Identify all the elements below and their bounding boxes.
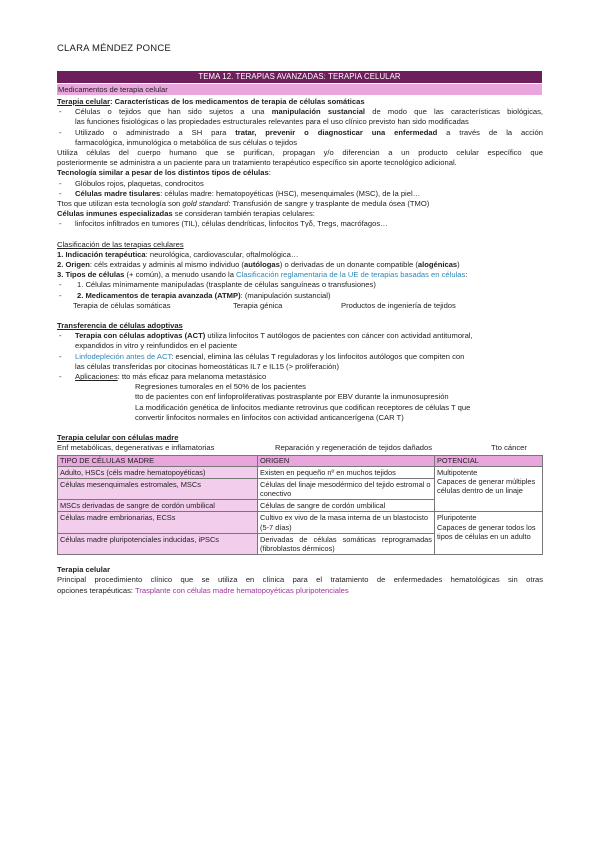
final-paragraph-2: opciones terapéuticas: Trasplante con células madre hematopoyéticas pluripotenciales	[57, 585, 349, 595]
bullet-administered: - Utilizado o administrado a SH para tratar, prevenir o diagnosticar una enfermedad a través de la acción farmacológica, inmunológica o metabólica de sus células o tejidos	[57, 128, 543, 148]
table-cell: Existen en pequeño nº en muchos tejidos	[258, 466, 435, 478]
class-item-2: 2. Origen: céls extraidas y adminis al mismo individuo (autólogas) o derivadas de un donante compatible (alogénicas)	[57, 260, 460, 270]
table-header: TIPO DE CÉLULAS MADRE	[58, 455, 258, 466]
page-title: TEMA 12. TERAPIAS AVANZADAS: TERAPIA CELULAR	[57, 71, 542, 83]
class-item-3: 3. Tipos de células (+ común), a menudo usando la Clasificación reglamentaria de la UE de terapias basadas en células:	[57, 270, 468, 280]
atmp-gene: Terapia génica	[233, 300, 283, 310]
cell-therapy-heading: Terapia celular: Características de los medicamentos de terapia de células somáticas	[57, 97, 365, 106]
final-paragraph: Principal procedimiento clínico que se utiliza en clínica para el tratamiento de enfermedades hematológicas sin otras	[57, 575, 543, 585]
use-metabolic: Enf metabólicas, degenerativas e inflamatorias	[57, 443, 215, 453]
table-row	[58, 466, 543, 478]
bullet-manipulation: - Células o tejidos que han sido sujetos a una manipulación sustancial de modo que las características biológicas, las funciones fisiológicas o las propiedades estructurales relevantes para el uso clínico previsto han sido modificadas	[57, 107, 543, 127]
bullet-immune-cells: - linfocitos infiltrados en tumores (TIL), células dendríticas, linfocitos Tγδ, Tregs, macrófagos…	[57, 219, 543, 229]
cell-therapy-final-heading: Terapia celular	[57, 565, 111, 575]
table-cell: Células mesenquimales estromales, MSCs	[58, 478, 258, 499]
author-name: CLARA MÉNDEZ PONCE	[57, 43, 171, 54]
document-body	[57, 97, 543, 596]
bullet-act: - Terapia con células adoptivas (ACT) utiliza linfocitos T autólogos de pacientes con cáncer con actividad antitumoral, expandidos in vitro y reinfundidos en el paciente	[57, 331, 543, 351]
atmp-categories	[57, 301, 543, 311]
class-subitem-2: - 2. Medicamentos de terapia avanzada (ATMP): (manipulación sustancial)	[57, 291, 543, 301]
atmp-somatic: Terapia de células somáticas	[73, 300, 171, 310]
table-cell: Adulto, HSCs (céls madre hematopoyéticas)	[58, 466, 258, 478]
classification-heading: Clasificación de las terapias celulares	[57, 239, 184, 249]
class-subitem-1: - 1. Células mínimamente manipuladas (trasplante de células sanguíneas o transfusiones)	[57, 280, 543, 290]
paragraph-cells: Utiliza células del cuerpo humano que se purifican, propagan y/o diferencian a un producto celular específico que	[57, 148, 543, 158]
application-3: tto de pacientes con enf linfoproliferativas postrasplante por EBV durante la inmunosupresión	[135, 392, 449, 402]
section-subtitle: Medicamentos de terapia celular	[57, 84, 542, 95]
table-cell: Derivadas de células somáticas reprogramadas (fibroblastos dérmicos)	[258, 533, 435, 554]
adoptive-heading: Transferencia de células adoptivas	[57, 321, 183, 331]
table-row	[58, 512, 543, 533]
immune-cells-line: Células inmunes especializadas se consideran también terapias celulares:	[57, 209, 315, 219]
table-header: ORIGEN	[258, 455, 435, 466]
bullet-stem-cells: - Células madre tisulares: células madre: hematopoyéticas (HSC), mesenquimales (MSC), de la piel…	[57, 189, 543, 199]
potential-pluripotent: Pluripotente Capaces de generar todos los tipos de células en un adulto	[435, 512, 543, 555]
table-cell: Cultivo ex vivo de la masa interna de un blastocisto (5-7 días)	[258, 512, 435, 533]
gold-standard-line: Ttos que utilizan esta tecnología son gold standard: Transfusión de sangre y trasplante de medula ósea (TMO)	[57, 199, 430, 209]
stem-cell-table	[57, 455, 543, 556]
table-cell: Células madre pluripotenciales inducidas, iPSCs	[58, 533, 258, 554]
stem-cell-heading: Terapia celular con células madre	[57, 433, 179, 443]
table-cell: Células del linaje mesodérmico del tejido estromal o conectivo	[258, 478, 435, 499]
potential-multipotent: Multipotente Capaces de generar múltiples células dentro de un linaje	[435, 466, 543, 512]
table-cell: Células madre embrionarias, ECSs	[58, 512, 258, 533]
tech-heading: Tecnología similar a pesar de los distintos tipos de células:	[57, 168, 271, 178]
bullet-lymphodepletion: - Linfodepleción antes de ACT: esencial, elimina las células T reguladoras y los linfocitos autólogos que compiten con las células transferidas por citocinas homeostáticas IL7 e IL15 (> proliferación)	[57, 352, 543, 372]
stem-cell-uses	[57, 443, 543, 453]
use-repair: Reparación y regeneración de tejidos dañados	[275, 443, 433, 453]
atmp-tissue: Productos de ingeniería de tejidos	[341, 300, 456, 310]
use-cancer: Tto cáncer	[491, 443, 527, 453]
table-cell: MSCs derivadas de sangre de cordón umbilical	[58, 500, 258, 512]
table-header: POTENCIAL	[435, 455, 543, 466]
table-header-row	[58, 455, 543, 466]
bullet-applications: - Aplicaciones: tto más eficaz para melanoma metastásico	[57, 372, 543, 382]
application-4: La modificación genética de linfocitos mediante retrovirus que codifican receptores de células T que	[135, 402, 471, 412]
application-2: Regresiones tumorales en el 50% de los pacientes	[135, 382, 306, 392]
class-item-1: 1. Indicación terapéutica: neurológica, cardiovascular, oftalmológica…	[57, 249, 299, 259]
paragraph-cells-2: posteriormente se administra a un paciente para un tratamiento terapéutico específico sin aporte tecnológico adicional.	[57, 158, 457, 168]
application-5: convertir linfocitos normales en linfocitos con actividad anticancerígena (CAR T)	[135, 412, 404, 422]
bullet-blood-cells: - Glóbulos rojos, plaquetas, condrocitos	[57, 179, 543, 189]
table-cell: Células de sangre de cordón umbilical	[258, 500, 435, 512]
